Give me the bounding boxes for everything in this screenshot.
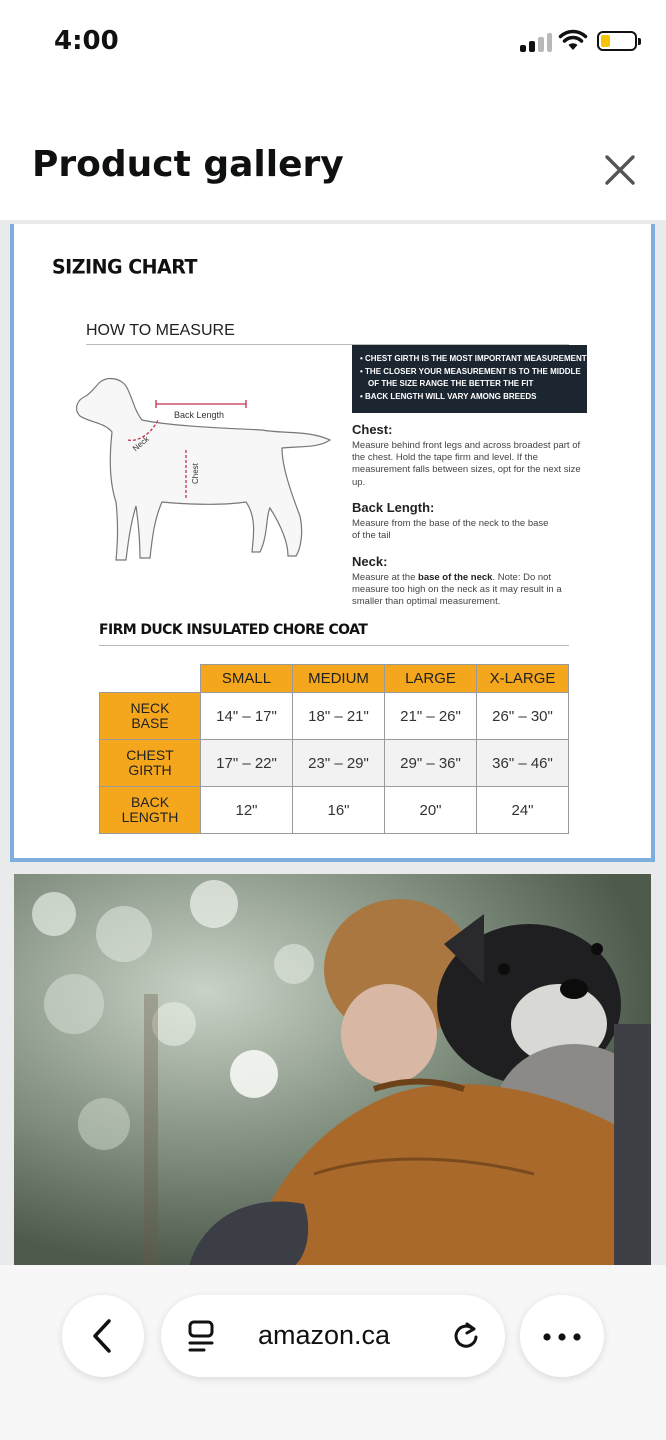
address-bar[interactable] (161, 1295, 505, 1377)
measurement-tips-box (352, 345, 587, 413)
size-table (99, 664, 569, 834)
tip-line: • CHEST GIRTH IS THE MOST IMPORTANT MEASUREMENT (360, 354, 587, 363)
reload-icon[interactable] (451, 1320, 481, 1352)
close-icon[interactable] (598, 148, 642, 192)
chevron-left-icon (62, 1295, 144, 1377)
tip-line: • BACK LENGTH WILL VARY AMONG BREEDS (360, 391, 537, 401)
neck-text-start: Measure at the (352, 572, 419, 583)
reader-mode-icon[interactable] (187, 1319, 217, 1353)
status-bar (0, 0, 666, 80)
size-header-row (100, 665, 569, 693)
table-cell: 14" – 17" (201, 693, 293, 740)
table-cell: 29" – 36" (385, 740, 477, 787)
table-cell: 36" – 46" (477, 740, 569, 787)
table-cell: 17" – 22" (201, 740, 293, 787)
chest-instructions (352, 422, 588, 489)
table-cell: 26" – 30" (477, 693, 569, 740)
table-cell: 18" – 21" (293, 693, 385, 740)
more-options-button[interactable] (520, 1295, 604, 1377)
chest-heading: Chest: (352, 422, 393, 437)
row-label-back-length: BACK LENGTH (100, 787, 201, 834)
product-table-title: FIRM DUCK INSULATED CHORE COAT (99, 622, 368, 638)
browser-toolbar (0, 1265, 666, 1440)
table-cell: 23" – 29" (293, 740, 385, 787)
how-to-measure-heading: HOW TO MEASURE (86, 322, 235, 339)
sizing-chart-title: SIZING CHART (52, 255, 197, 279)
back-length-label: Back Length (174, 410, 225, 420)
tip-line: OF THE SIZE RANGE THE BETTER THE FIT (368, 379, 534, 388)
more-dots-icon (543, 1333, 581, 1341)
size-large-header: LARGE (385, 665, 477, 693)
row-label-neck-base: NECK BASE (100, 693, 201, 740)
size-small-header: SMALL (201, 665, 293, 693)
battery-icon (597, 31, 637, 51)
url-text: amazon.ca (258, 1320, 391, 1350)
back-button[interactable] (62, 1295, 144, 1377)
cellular-signal-icon (520, 32, 552, 52)
gallery-header (0, 130, 666, 220)
sizing-chart-image[interactable] (10, 224, 655, 862)
dog-silhouette-diagram (70, 374, 335, 569)
back-length-instructions (352, 500, 588, 542)
table-row (100, 787, 569, 834)
row-label-chest-girth: CHEST GIRTH (100, 740, 201, 787)
table-row (100, 693, 569, 740)
status-time: 4:00 (54, 26, 119, 56)
chest-label: Chest (191, 463, 200, 484)
back-length-text: Measure from the base of the neck to the base of the tail (352, 518, 549, 542)
chest-text: Measure behind front legs and across broadest part of the chest. Hold the tape firm and level. If the measurement falls between sizes, opt for the next size up. (352, 440, 581, 488)
neck-text-emphasis: base of the neck (418, 572, 493, 583)
table-cell: 12" (201, 787, 293, 834)
tip-line: • THE CLOSER YOUR MEASUREMENT IS TO THE MIDDLE (360, 366, 581, 376)
neck-heading: Neck: (352, 554, 388, 569)
neck-instructions (352, 554, 588, 609)
page-title: Product gallery (32, 144, 344, 185)
divider (99, 645, 569, 646)
table-cell: 24" (477, 787, 569, 834)
wifi-icon (558, 28, 588, 52)
table-cell: 21" – 26" (385, 693, 477, 740)
neck-text (352, 572, 567, 609)
neck-label: Neck (131, 434, 151, 454)
table-cell: 16" (293, 787, 385, 834)
size-medium-header: MEDIUM (293, 665, 385, 693)
back-length-heading: Back Length: (352, 500, 435, 515)
product-photo-dog-in-coat[interactable] (14, 874, 651, 1266)
neck-text-end: . Note: Do not measure too high on the neck as it may result in a smaller than optimal measurement. (352, 572, 562, 608)
table-cell: 20" (385, 787, 477, 834)
size-xlarge-header: X-LARGE (477, 665, 569, 693)
table-row (100, 740, 569, 787)
